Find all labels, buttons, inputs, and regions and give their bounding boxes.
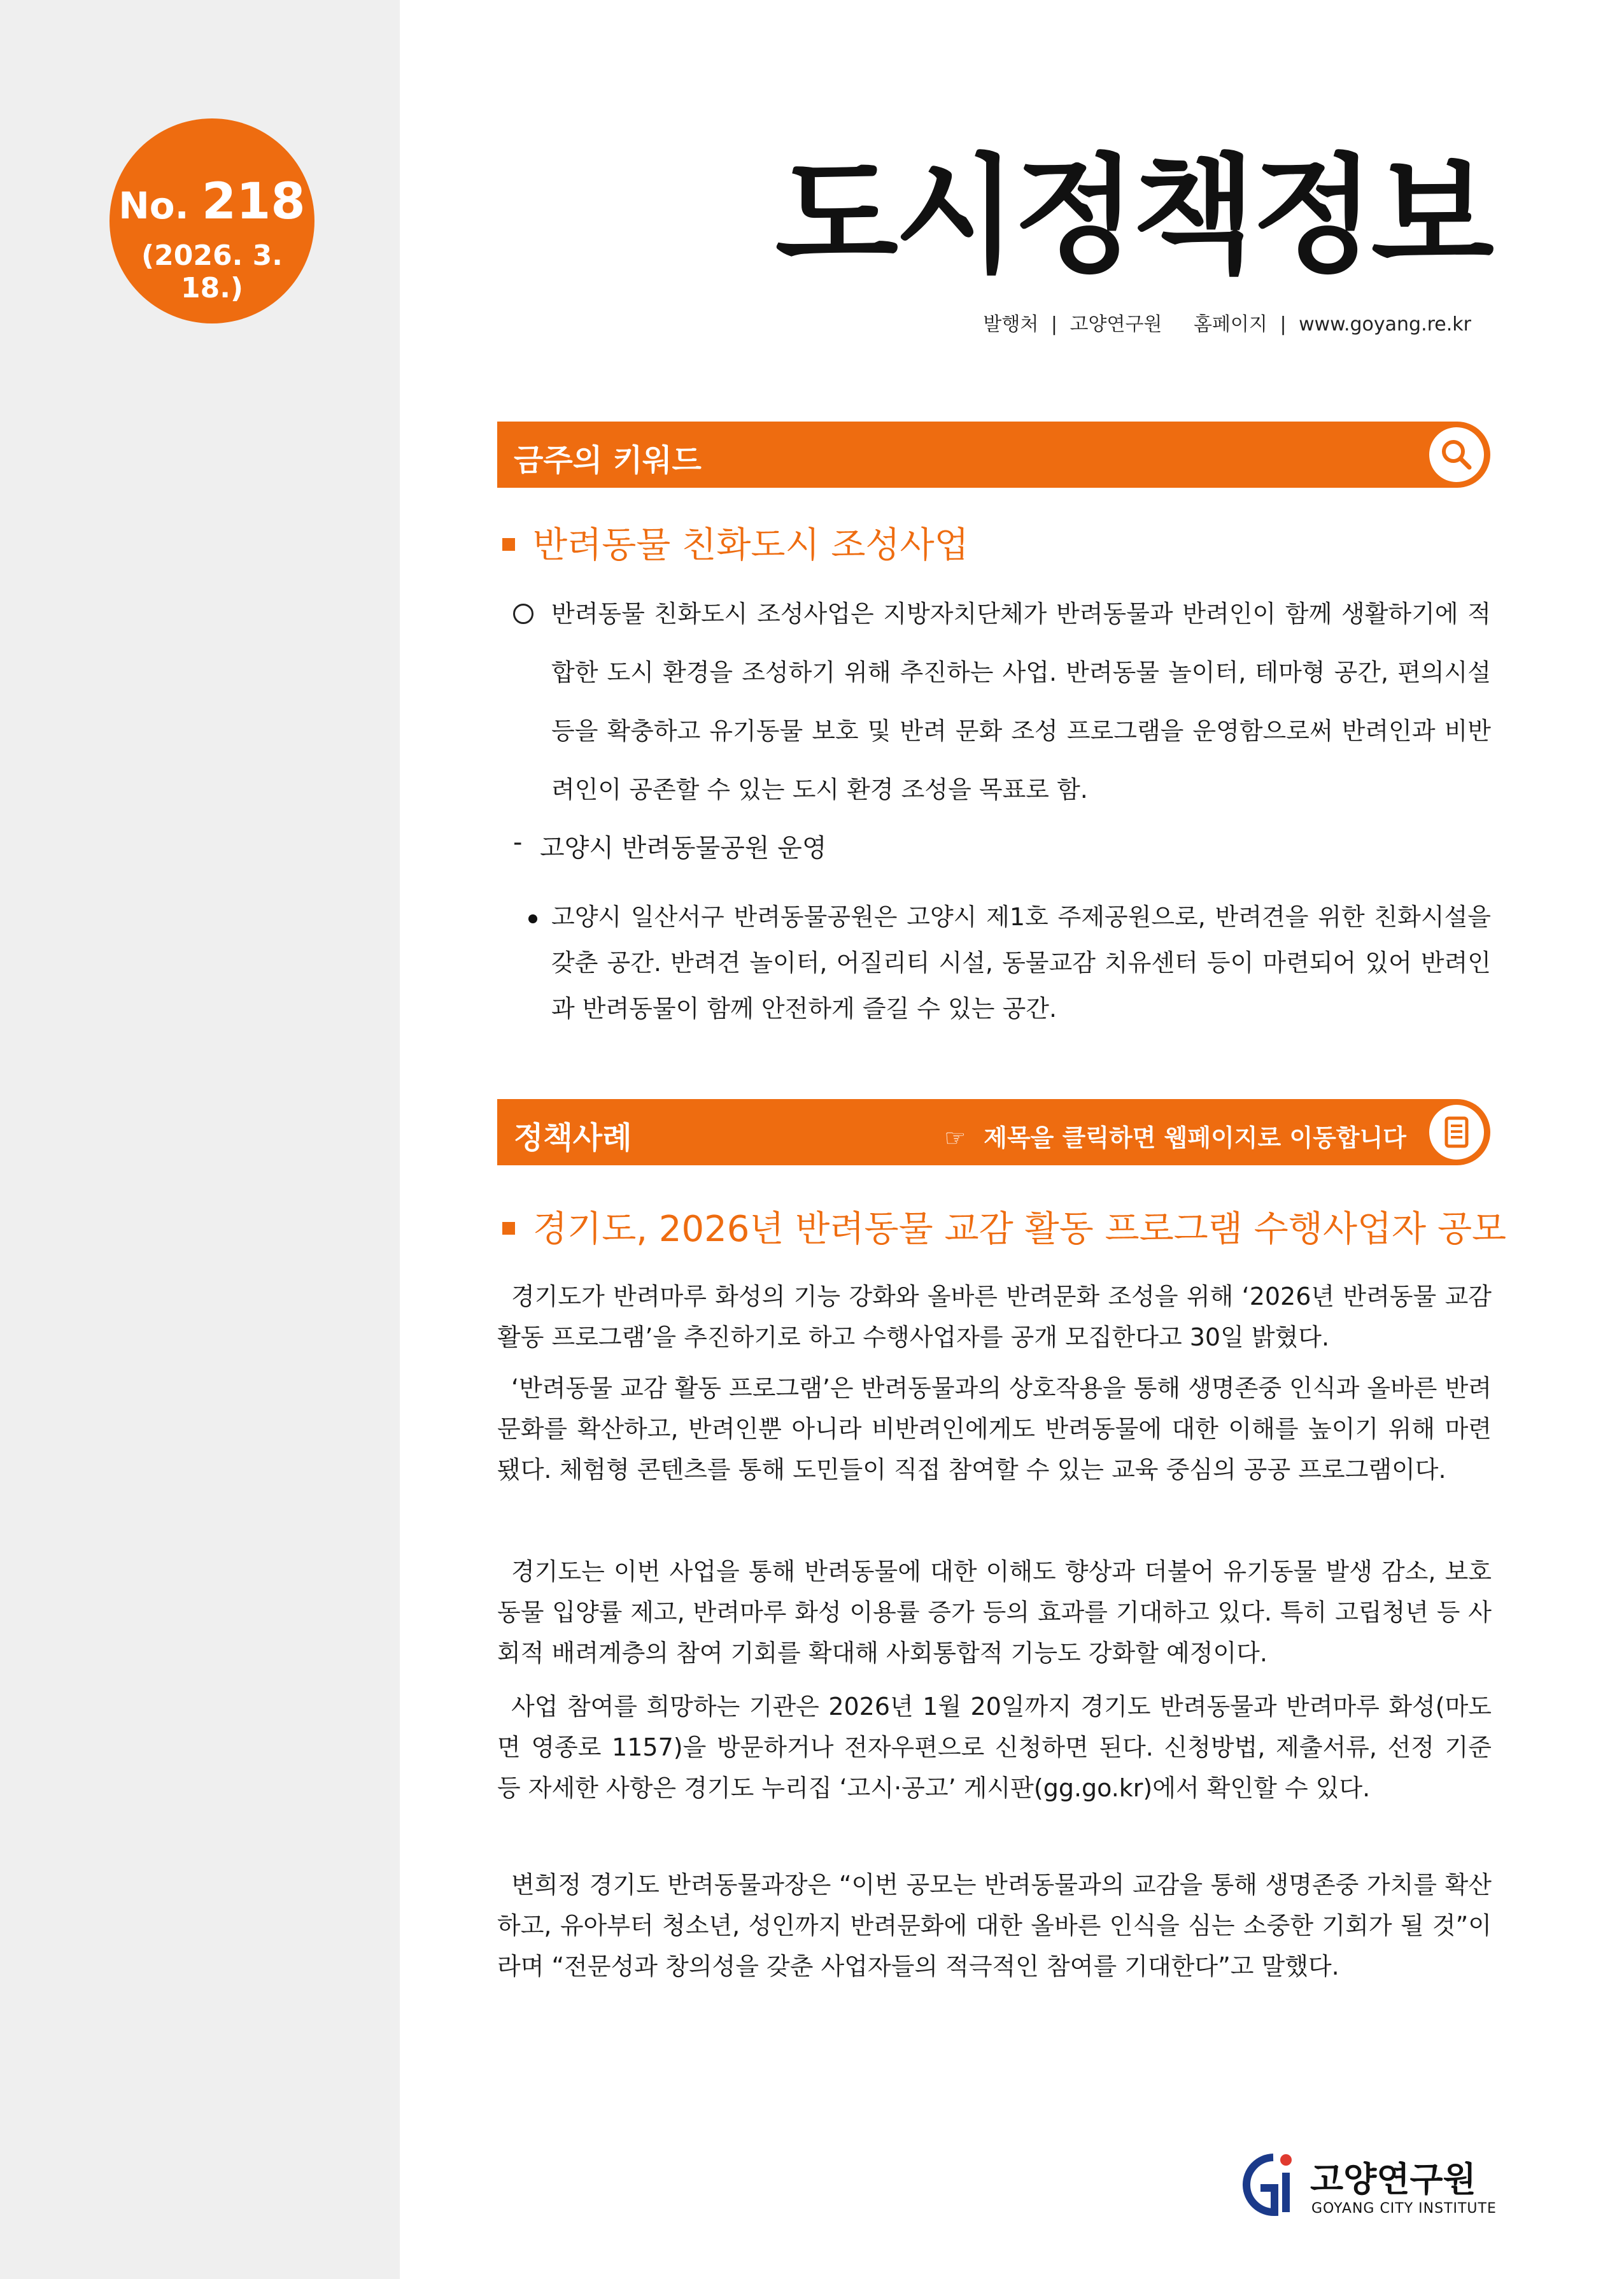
policy-article-title-text[interactable]: 경기도, 2026년 반려동물 교감 활동 프로그램 수행사업자 공모 xyxy=(533,1209,1507,1250)
circle-bullet-icon xyxy=(513,604,533,624)
homepage-label: 홈페이지 xyxy=(1193,313,1267,336)
square-bullet-icon xyxy=(502,538,515,551)
gi-logo-mark xyxy=(1235,2146,1301,2225)
issue-number-prefix: No. xyxy=(118,184,189,227)
policy-section-title: 정책사례 xyxy=(514,1120,632,1156)
issue-number-value: 218 xyxy=(201,173,306,231)
separator: | xyxy=(1050,313,1057,336)
keyword-bullet-text: 고양시 일산서구 반려동물공원은 고양시 제1호 주제공원으로, 반려견을 위한 친화시설을 갖춘 공간. 반려견 놀이터, 어질리티 시설, 동물교감 치유센터 등이 마련되어 있어 반려인과 반려동물이 함께 안전하게 즐길 수 있는 공간. xyxy=(551,903,1491,1023)
keyword-summary: 반려동물 친화도시 조성사업은 지방자치단체가 반려동물과 반려인이 함께 생활하기에 적합한 도시 환경을 조성하기 위해 추진하는 사업. 반려동물 놀이터, 테마형 공간, 편의시설 등을 확충하고 유기동물 보호 및 반려 문화 조성 프로그램을 운영함으로써 반려인과 비반려인이 공존할 수 있는 도시 환경 조성을 목표로 함. xyxy=(551,600,1491,804)
square-bullet-icon xyxy=(502,1222,515,1235)
dash-marker: - xyxy=(513,828,523,857)
issue-date: (2026. 3. 18.) xyxy=(141,239,283,304)
homepage-link[interactable]: www.goyang.re.kr xyxy=(1299,313,1471,336)
masthead-title: 도시정책정보 xyxy=(775,142,1490,290)
dot-bullet-icon xyxy=(528,914,537,923)
logo-subtitle: GOYANG CITY INSTITUTE xyxy=(1311,2201,1497,2217)
search-icon xyxy=(1429,427,1484,482)
article-paragraph: 사업 참여를 희망하는 기관은 2026년 1월 20일까지 경기도 반려동물과 반려마루 화성(마도면 영종로 1157)을 방문하거나 전자우편으로 신청하면 된다. 신청방법, 제출서류, 선정 기준 등 자세한 사항은 경기도 누리집 ‘고시·공고’ 게시판(gg.go.kr)에서 확인할 수 있다. xyxy=(497,1693,1492,1802)
separator: | xyxy=(1280,313,1287,336)
policy-hint-text: 제목을 클릭하면 웹페이지로 이동합니다 xyxy=(984,1124,1406,1152)
article-paragraph: 경기도는 이번 사업을 통해 반려동물에 대한 이해도 향상과 더불어 유기동물 발생 감소, 보호동물 입양률 제고, 반려마루 화성 이용률 증가 등의 효과를 기대하고 있다. 특히 고립청년 등 사회적 배려계층의 참여 기회를 확대해 사회통합적 기능도 강화할 예정이다. xyxy=(497,1558,1492,1667)
article-paragraph: ‘반려동물 교감 활동 프로그램’은 반려동물과의 상호작용을 통해 생명존중 인식과 올바른 반려문화를 확산하고, 반려인뿐 아니라 비반려인에게도 반려동물에 대한 이해를 높이기 위해 마련됐다. 체험형 콘텐츠를 통해 도민들이 직접 참여할 수 있는 교육 중심의 공공 프로그램이다. xyxy=(497,1374,1492,1484)
publisher-label: 발행처 xyxy=(983,313,1039,336)
goyang-institute-logo xyxy=(1235,2146,1497,2229)
keyword-subheading: 고양시 반려동물공원 운영 xyxy=(540,834,827,863)
pointing-hand-icon: ☞ xyxy=(944,1124,966,1152)
policy-hint xyxy=(944,1118,1406,1153)
keyword-title xyxy=(497,517,969,568)
keyword-section-bar xyxy=(497,422,1490,488)
publisher-info xyxy=(977,308,1471,336)
left-sidebar-band xyxy=(0,0,400,2279)
article-paragraph: 변희정 경기도 반려동물과장은 “이번 공모는 반려동물과의 교감을 통해 생명존중 가치를 확산하고, 유아부터 청소년, 성인까지 반려문화에 대한 올바른 인식을 심는 소중한 기회가 될 것”이라며 “전문성과 창의성을 갖춘 사업자들의 적극적인 참여를 기대한다”고 말했다. xyxy=(497,1871,1492,1980)
keyword-section-title: 금주의 키워드 xyxy=(514,443,702,478)
article-paragraph: 경기도가 반려마루 화성의 기능 강화와 올바른 반려문화 조성을 위해 ‘2026년 반려동물 교감 활동 프로그램’을 추진하기로 하고 수행사업자를 공개 모집한다고 30일 밝혔다. xyxy=(497,1282,1492,1351)
keyword-title-text: 반려동물 친화도시 조성사업 xyxy=(533,525,969,566)
policy-article-title-link[interactable] xyxy=(497,1201,1506,1252)
publisher-name: 고양연구원 xyxy=(1070,313,1162,336)
policy-section-bar xyxy=(497,1099,1490,1165)
issue-badge xyxy=(109,118,314,323)
logo-name: 고양연구원 xyxy=(1310,2159,1476,2199)
issue-number xyxy=(109,173,314,231)
document-icon xyxy=(1429,1105,1484,1160)
